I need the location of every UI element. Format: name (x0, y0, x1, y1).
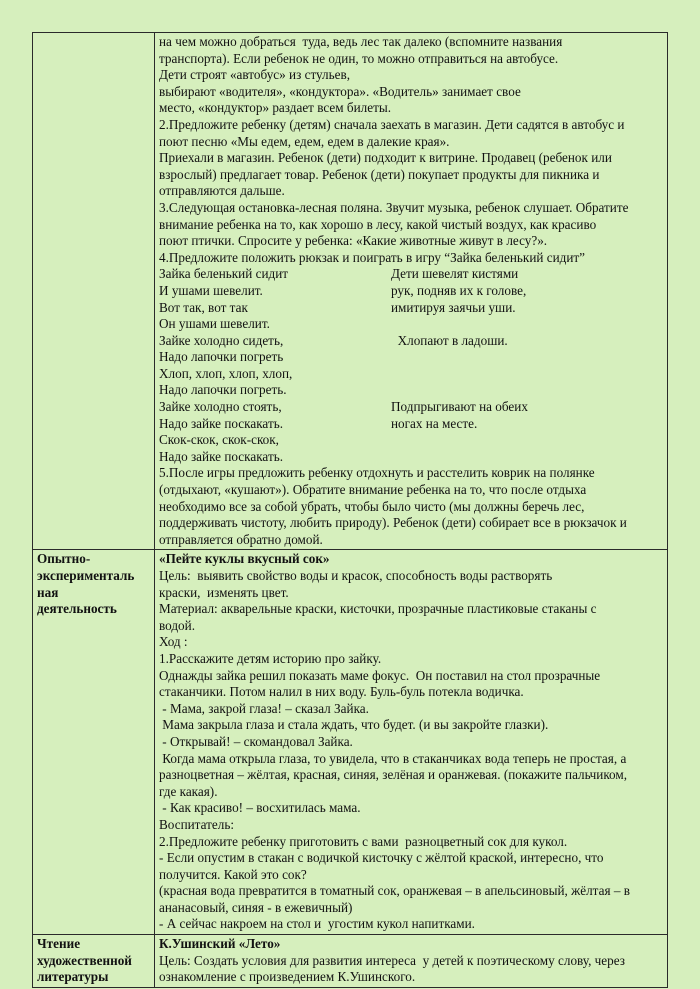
text-line: взрослый) предлагает товар. Ребенок (дети) покупает продукты для пикника и (159, 166, 600, 182)
text-line: поют песню «Мы едем, едем, едем в далекие края». (159, 133, 450, 149)
text-line: выбирают «водителя», «кондуктора». «Водитель» занимает свое (159, 83, 521, 99)
label-line: деятельность (37, 601, 117, 617)
poem-line (159, 416, 663, 433)
text-line: водой. (159, 617, 196, 633)
reading-text (159, 953, 663, 986)
poem-line (159, 382, 663, 399)
text-line: 2.Предложите ребенку (детям) сначала заехать в магазин. Дети садятся в автобус и (159, 116, 625, 132)
poem-verse: Вот так, вот так (159, 299, 248, 315)
text-line: Мама закрыла глаза и стала ждать, что будет. (и вы закройте глазки). (159, 717, 549, 733)
text-line: получится. Какой это сок? (159, 866, 307, 882)
poem-block (159, 266, 663, 465)
experiment-text (159, 568, 663, 933)
text-line: - Как красиво! – восхитилась мама. (159, 800, 361, 816)
text-line: 3.Следующая остановка-лесная поляна. Звучит музыка, ребенок слушает. Обратите (159, 199, 629, 215)
poem-action: рук, подняв их к голове, (391, 282, 527, 298)
label-line: художественной (37, 952, 132, 968)
text-line: необходимо все за собой убрать, чтобы было чисто (мы должны беречь лес, (159, 498, 585, 514)
poem-line (159, 266, 663, 283)
text-line: Цель: Создать условия для развития интереса у детей к поэтическому слову, через (159, 952, 625, 968)
poem-verse: Хлоп, хлоп, хлоп, хлоп, (159, 365, 293, 381)
poem-verse: Зайке холодно сидеть, (159, 332, 284, 348)
poem-line (159, 300, 663, 317)
label-line: Чтение (37, 936, 81, 952)
text-line: Приехали в магазин. Ребенок (дети) подходит к витрине. Продавец (ребенок или (159, 150, 612, 166)
text-line: Когда мама открыла глаза, то увидела, что в стаканчиках вода теперь не простая, а (159, 750, 627, 766)
poem-line (159, 316, 663, 333)
poem-action: Подпрыгивают на обеих (391, 399, 528, 415)
text-line: внимание ребенка на то, как хорошо в лесу, какой чистый воздух, как красиво (159, 216, 597, 232)
text-line: Цель: выявить свойство воды и красок, способность воды растворять (159, 568, 553, 583)
row-label-reading (33, 935, 155, 988)
poem-verse: Зайка беленький сидит (159, 266, 289, 282)
table-row-experiment (33, 550, 668, 935)
poem-verse: Надо зайке поскакать. (159, 415, 284, 431)
row-content-walk (155, 33, 668, 550)
text-line: Материал: акварельные краски, кисточки, прозрачные пластиковые стаканы с (159, 601, 597, 617)
row-label-empty (33, 33, 155, 550)
experiment-title: «Пейте куклы вкусный сок» (159, 551, 330, 567)
text-line: - Мама, закрой глаза! – сказал Зайка. (159, 700, 369, 716)
poem-action: Дети шевелят кистями (391, 266, 519, 282)
text-line: 5.После игры предложить ребенку отдохнуть и расстелить коврик на полянке (159, 465, 595, 481)
poem-action: имитируя заячьи уши. (391, 299, 516, 315)
poem-line (159, 366, 663, 383)
poem-verse: Надо лапочки погреть. (159, 382, 287, 398)
text-line: отправляется обратно домой. (159, 531, 323, 547)
poem-verse: И ушами шевелит. (159, 282, 263, 298)
label-line: литературы (37, 969, 109, 985)
walk-text (159, 34, 663, 266)
text-line: - Открывай! – скомандовал Зайка. (159, 733, 353, 749)
label-line: ная (37, 584, 59, 600)
text-line: Дети строят «автобус» из стульев, (159, 67, 351, 83)
row-label-experiment (33, 550, 155, 935)
text-line: на чем можно добраться туда, ведь лес так далеко (вспомните названия (159, 34, 563, 49)
poem-line (159, 349, 663, 366)
text-line: (красная вода превратится в томатный сок, оранжевая – в апельсиновый, жёлтая – в (159, 883, 630, 899)
text-line: поддерживать чистоту, любить природу). Ребенок (дети) собирает все в рюкзачок и (159, 515, 627, 531)
text-line: 1.Расскажите детям историю про зайку. (159, 650, 382, 666)
text-line: поют птички. Спросите у ребенка: «Какие животные живут в лесу?». (159, 233, 548, 249)
text-line: место, «кондуктор» раздает всем билеты. (159, 100, 392, 116)
text-line: стаканчики. Потом налил в них воду. Буль-буль потекла водичка. (159, 684, 524, 700)
poem-line (159, 333, 663, 350)
text-line: ознакомление с произведением К.Ушинского. (159, 969, 416, 985)
poem-verse: Надо зайке поскакать. (159, 448, 284, 464)
poem-verse: Надо лапочки погреть (159, 349, 284, 365)
poem-line (159, 432, 663, 449)
text-line: разноцветная – жёлтая, красная, синяя, зелёная и оранжевая. (покажите пальчиком, (159, 767, 628, 783)
activity-table (32, 32, 668, 988)
poem-line (159, 399, 663, 416)
row-content-reading (155, 935, 668, 988)
row-content-experiment (155, 550, 668, 935)
text-line: - А сейчас накроем на стол и угостим кукол напитками. (159, 916, 475, 932)
text-line: Воспитатель: (159, 816, 234, 832)
text-line: краски, изменять цвет. (159, 584, 289, 600)
text-line: - Если опустим в стакан с водичкой кисточку с жёлтой краской, интересно, что (159, 850, 604, 866)
text-line: Однажды зайка решил показать маме фокус. Он поставил на стол прозрачные (159, 667, 601, 683)
table-row-walk (33, 33, 668, 550)
poem-line (159, 449, 663, 466)
walk-text-after (159, 465, 663, 548)
poem-line (159, 283, 663, 300)
text-line: 4.Предложите положить рюкзак и поиграть в игру “Зайка беленький сидит” (159, 249, 586, 265)
poem-action: Хлопают в ладоши. (391, 332, 508, 348)
poem-verse: Он ушами шевелит. (159, 316, 270, 332)
label-line: эксперименталь (37, 568, 135, 583)
poem-verse: Зайке холодно стоять, (159, 399, 282, 415)
text-line: ананасовый, синяя - в ежевичный) (159, 899, 353, 915)
table-row-reading (33, 935, 668, 988)
poem-verse: Скок-скок, скок-скок, (159, 432, 279, 448)
text-line: отправляются дальше. (159, 183, 285, 199)
poem-action: ногах на месте. (391, 415, 478, 431)
text-line: 2.Предложите ребенку приготовить с вами разноцветный сок для кукол. (159, 833, 568, 849)
text-line: транспорта). Если ребенок не один, то можно отправиться на автобусе. (159, 50, 559, 66)
reading-title: К.Ушинский «Лето» (159, 936, 281, 952)
text-line: где какая). (159, 783, 218, 799)
text-line: Ход : (159, 634, 188, 650)
label-line: Опытно- (37, 551, 91, 567)
text-line: (отдыхают, «кушают»). Обратите внимание ребенка на то, что после отдыха (159, 482, 587, 498)
